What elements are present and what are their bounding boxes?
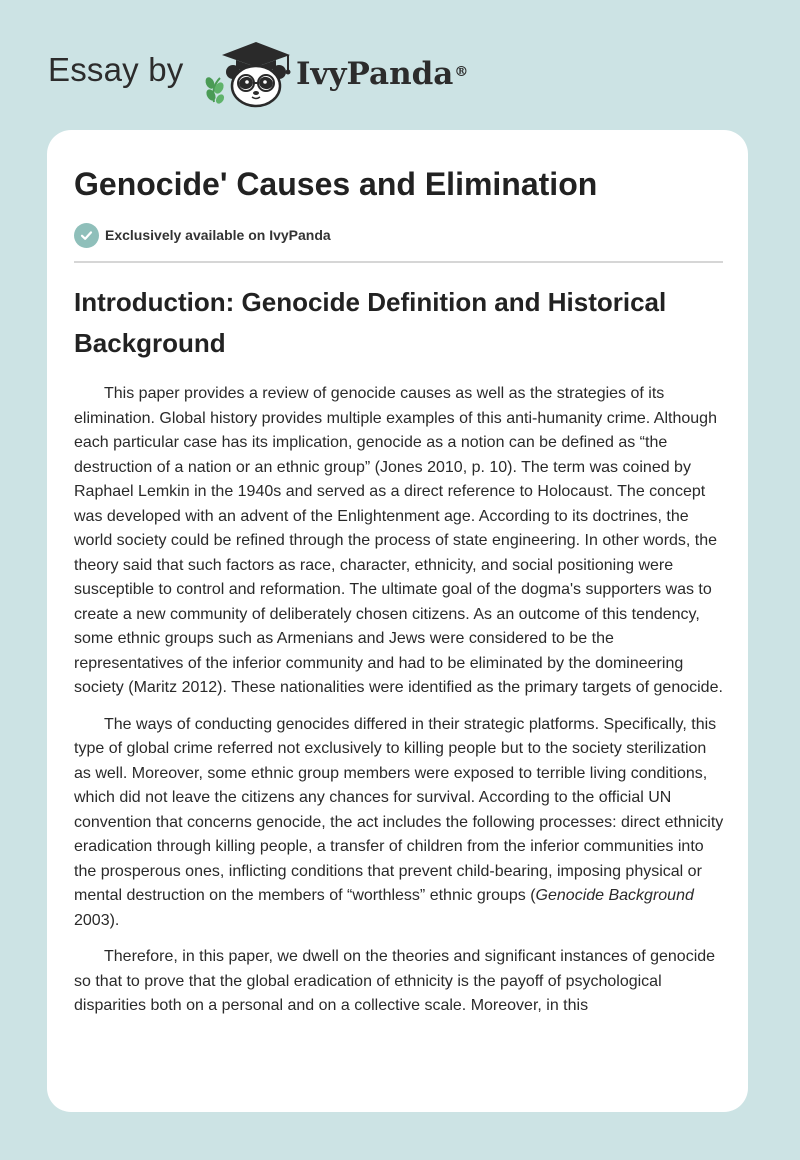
essay-body bbox=[74, 382, 724, 1031]
exclusive-badge bbox=[74, 222, 331, 248]
paragraph-text: The ways of conducting genocides differed in their strategic platforms. Specifically, this type of global crime referred not exclusively to killing people but to the society sterilization as well. Moreover, some ethnic group members were exposed to terrible living conditions, which did not leave the citizens any chances for survival. According to the official UN convention that concerns genocide, the act includes the following processes: direct ethnicity eradication through killing people, a transfer of children from the inferior communities into the prosperous ones, inflicting conditions that prevent child-bearing, imposing physical or mental destruction on the members of “worthless” ethnic groups ( bbox=[74, 715, 724, 904]
divider bbox=[74, 261, 723, 263]
site-header bbox=[0, 0, 800, 130]
exclusive-label: Exclusively available on IvyPanda bbox=[105, 227, 331, 243]
brand-name[interactable]: IvyPanda® bbox=[296, 56, 469, 92]
panda-logo-icon[interactable] bbox=[200, 36, 296, 108]
paragraph: This paper provides a review of genocide causes as well as the strategies of its elimination. Global history provides multiple examples of this anti-humanity crime. Although each particular case has its implication, genocide as a notion can be defined as “the destruction of a nation or an ethnic group” (Jones 2010, p. 10). The term was coined by Raphael Lemkin in the 1940s and served as a direct reference to Holocaust. The concept was developed with an advent of the Enlightenment age. According to its doctrines, the world society could be refined through the process of state engineering. In other words, the theory said that such factors as race, character, ethnicity, and social positioning were susceptible to control and reformation. The ultimate goal of the dogma's supporters was to create a new community of deliberately chosen citizens. As an outcome of this tendency, some ethnic groups such as Armenians and Jews were considered to be the representatives of the inferior community and had to be eliminated by the domineering society (Maritz 2012). These nationalities were identified as the primary targets of genocide. bbox=[74, 385, 723, 696]
check-icon bbox=[74, 223, 99, 248]
trademark-symbol: ® bbox=[454, 64, 469, 80]
essay-card bbox=[47, 130, 748, 1112]
paragraph bbox=[74, 713, 724, 934]
citation-title: Genocide Background bbox=[535, 887, 694, 904]
brand-prefix: Essay by bbox=[48, 51, 184, 88]
page-title: Genocide' Causes and Elimination bbox=[74, 166, 598, 202]
section-heading: Introduction: Genocide Definition and Historical Background bbox=[74, 287, 667, 358]
paragraph-text: 2003). bbox=[74, 911, 120, 929]
paragraph: Therefore, in this paper, we dwell on the theories and significant instances of genocide so that to prove that the global eradication of ethnicity is the payoff of psychological disparities both on a personal and on a collective scale. Moreover, in this bbox=[74, 948, 716, 1014]
